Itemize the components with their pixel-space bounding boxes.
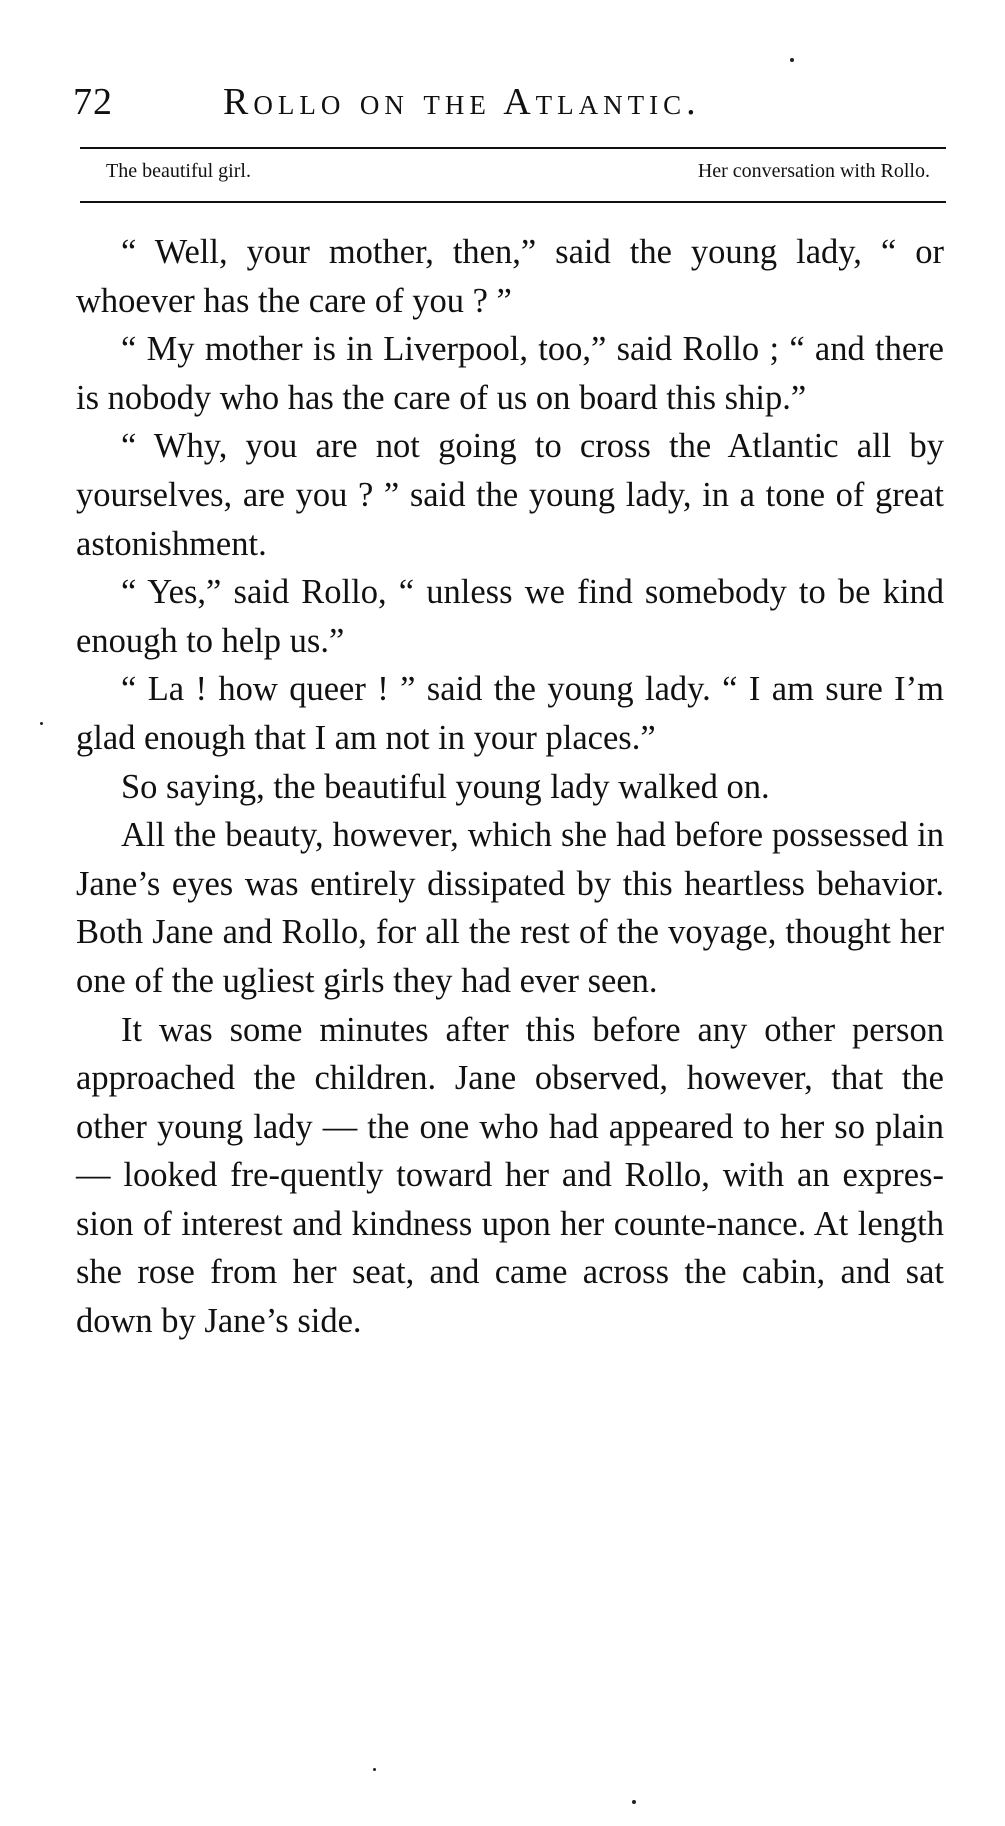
subhead-right: Her conversation with Rollo.	[697, 160, 930, 182]
paragraph: All the beauty, however, which she had before possessed in Jane’s eyes was entirely dissipated by this heartless behavior. Both Jane and Rollo, for all the rest of the voyage, thought her one of the ugliest girls they had ever seen.	[76, 816, 944, 1000]
paragraph: “ La ! how queer ! ” said the young lady. “ I am sure I’m glad enough that I am not in your places.”	[76, 670, 944, 757]
book-title: Rollo on the Atlantic.	[223, 81, 701, 123]
section-subheads	[92, 158, 930, 192]
header-rule-top	[80, 147, 946, 149]
scan-speck	[373, 1768, 376, 1771]
body-text	[76, 228, 944, 1346]
scan-speck	[790, 58, 794, 62]
paragraph: “ Why, you are not going to cross the Atlantic all by yourselves, are you ? ” said the young lady, in a tone of great astonishment.	[76, 427, 944, 563]
running-head	[73, 80, 943, 130]
paragraph: It was some minutes after this before any other person approached the children. Jane observed, however, that the other young lady — the one who had appeared to her so plain — looked fre-quently toward her and Rollo, with an expres-sion of interest and kindness upon her counte-nance. At length she rose from her seat, and came across the cabin, and sat down by Jane’s side.	[76, 1010, 944, 1341]
paragraph: “ Yes,” said Rollo, “ unless we find somebody to be kind enough to help us.”	[76, 573, 944, 660]
subhead-left: The beautiful girl.	[106, 160, 251, 182]
paragraph: “ My mother is in Liverpool, too,” said Rollo ; “ and there is nobody who has the care of us on board this ship.”	[76, 330, 944, 417]
scan-speck	[40, 722, 43, 725]
header-rule-bottom	[80, 201, 946, 203]
paragraph: “ Well, your mother, then,” said the young lady, “ or whoever has the care of you ? ”	[76, 233, 944, 320]
scan-speck	[632, 1800, 636, 1804]
paragraph: So saying, the beautiful young lady walked on.	[121, 767, 770, 806]
page-number: 72	[73, 81, 113, 123]
